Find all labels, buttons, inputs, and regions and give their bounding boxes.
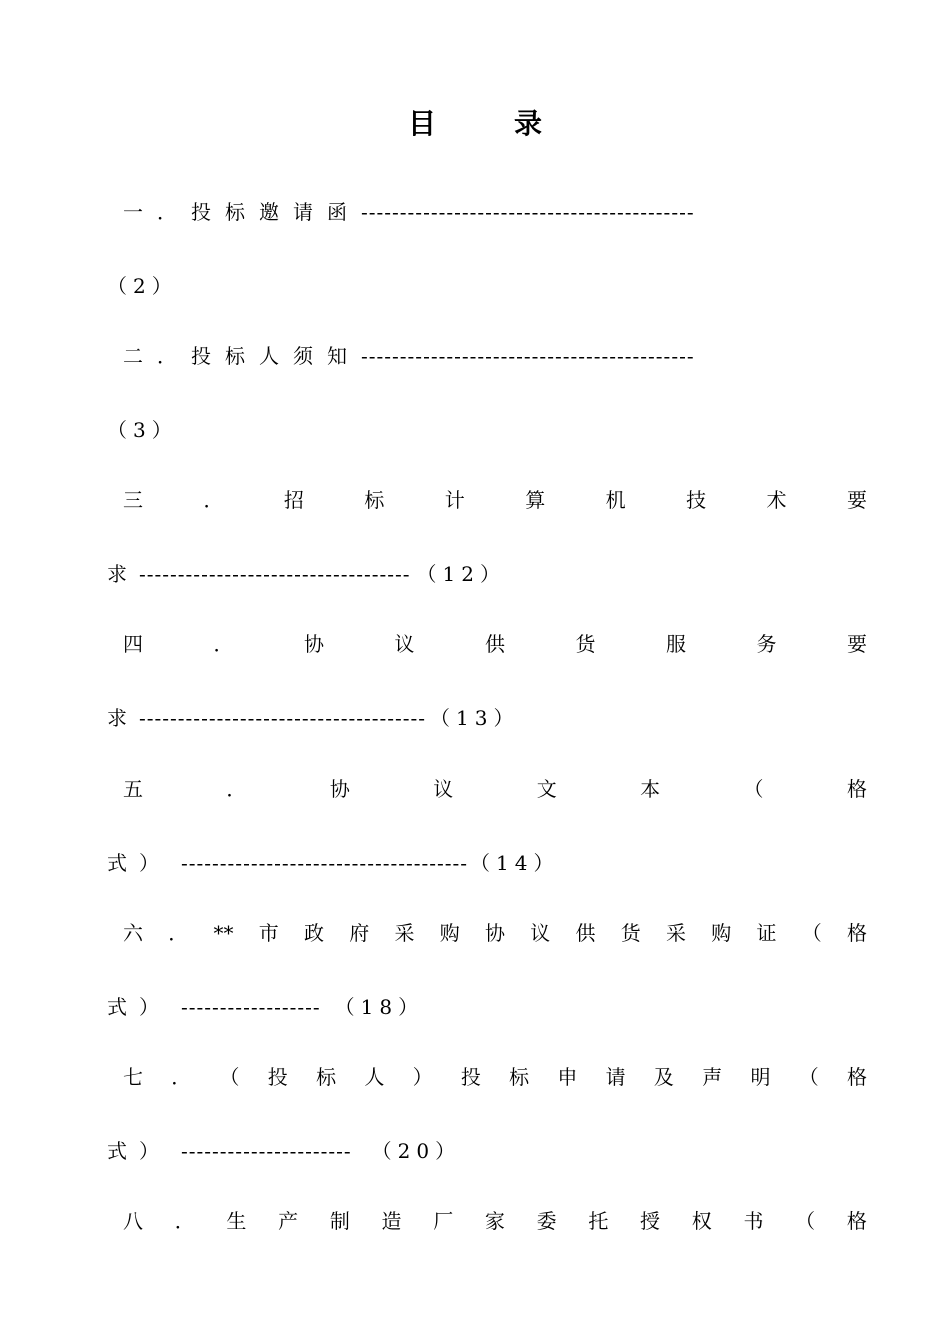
toc-char: 协 [485, 921, 505, 945]
toc-char: 议 [394, 632, 415, 656]
toc-char: 证 [756, 921, 777, 945]
toc-char: 购 [711, 921, 732, 945]
toc-char: 六 [123, 921, 143, 945]
toc-char: 投 [267, 1065, 288, 1089]
toc-entry-page: （14） [470, 851, 560, 875]
toc-char: ． [226, 777, 247, 801]
toc-char: 委 [536, 1209, 557, 1233]
toc-entry-6-cont [107, 992, 867, 1022]
title-char: 目 [407, 107, 436, 140]
toc-char: 服 [666, 632, 686, 656]
toc-entry-7-cont [107, 1136, 867, 1166]
toc-entry-tail: 求 [107, 706, 127, 730]
toc-char: 要 [846, 488, 867, 512]
toc-entry-5-cont [107, 848, 867, 878]
toc-char: （ [743, 777, 764, 801]
toc-char: ． [203, 488, 224, 512]
toc-char: ． [213, 632, 234, 656]
toc-char: 请 [605, 1065, 626, 1089]
toc-leader-dashes: ------------------------------------- [181, 851, 469, 875]
toc-entry-page: （18） [334, 995, 425, 1019]
toc-char: 授 [640, 1209, 661, 1233]
toc-char: 标 [364, 488, 385, 512]
toc-char: 政 [304, 921, 324, 945]
toc-entry-8 [107, 1206, 867, 1236]
toc-char: 议 [433, 777, 454, 801]
toc-entry-label: 一．投标邀请函 [123, 200, 361, 224]
toc-char: 本 [640, 777, 661, 801]
toc-char: 术 [766, 488, 787, 512]
toc-char: 务 [756, 632, 777, 656]
page-title [0, 104, 950, 144]
toc-entry-1 [107, 197, 867, 227]
toc-char: 标 [316, 1065, 337, 1089]
title-char: 录 [514, 107, 543, 140]
toc-char: 八 [123, 1209, 143, 1233]
toc-char: 货 [620, 921, 641, 945]
toc-entry-1-page: （2） [107, 274, 178, 298]
toc-entry-tail: 式） [107, 851, 171, 875]
toc-char: 格 [847, 921, 867, 945]
toc-char: 技 [686, 488, 707, 512]
toc-char: （ [798, 1065, 819, 1089]
toc-entry-2-page: （3） [107, 418, 178, 442]
toc-char: 生 [226, 1209, 247, 1233]
toc-entry-2 [107, 341, 867, 371]
toc-char: 三 [123, 488, 143, 512]
toc-leader-dashes: ------------------ [181, 995, 321, 1019]
toc-char: 四 [123, 632, 143, 656]
toc-leader-dashes: ------------------------------------------- [361, 344, 695, 368]
toc-char: ** [213, 921, 234, 945]
toc-entry-page: （12） [416, 562, 506, 586]
toc-char: 货 [575, 632, 596, 656]
toc-entry-page: （20） [371, 1139, 462, 1163]
toc-char: 计 [444, 488, 465, 512]
toc-char: 府 [349, 921, 370, 945]
toc-char: 文 [536, 777, 557, 801]
toc-char: 格 [846, 777, 867, 801]
toc-char: 书 [743, 1209, 764, 1233]
toc-char: 协 [329, 777, 350, 801]
toc-char: 五 [123, 777, 143, 801]
toc-char: 格 [846, 1065, 867, 1089]
toc-leader-dashes: ---------------------- [181, 1139, 352, 1163]
toc-char: 算 [525, 488, 546, 512]
toc-char: 声 [702, 1065, 723, 1089]
toc-char: 人 [364, 1065, 385, 1089]
toc-entry-7 [107, 1062, 867, 1092]
toc-entry-page: （13） [430, 706, 520, 730]
toc-char: 供 [485, 632, 505, 656]
toc-char: 造 [381, 1209, 402, 1233]
toc-char: ． [174, 1209, 195, 1233]
toc-entry-tail: 求 [107, 562, 127, 586]
toc-char: （ [801, 921, 822, 945]
toc-char: 采 [394, 921, 415, 945]
toc-entry-label: 二．投标人须知 [123, 344, 361, 368]
toc-char: 明 [750, 1065, 771, 1089]
toc-char: 产 [278, 1209, 299, 1233]
toc-entry-4 [107, 629, 867, 659]
toc-char: ． [168, 921, 189, 945]
toc-leader-dashes: ------------------------------------- [139, 706, 427, 730]
toc-entry-tail: 式） [107, 995, 171, 1019]
toc-leader-dashes: ----------------------------------- [139, 562, 411, 586]
toc-char: 采 [666, 921, 686, 945]
toc-char: （ [795, 1209, 816, 1233]
toc-char: 投 [460, 1065, 481, 1089]
toc-char: （ [219, 1065, 240, 1089]
toc-char: 厂 [433, 1209, 454, 1233]
toc-leader-dashes: ------------------------------------------- [361, 200, 695, 224]
toc-entry-tail: 式） [107, 1139, 171, 1163]
toc-char: 权 [691, 1209, 712, 1233]
toc-entry-6 [107, 918, 867, 948]
toc-entry-4-cont [107, 703, 867, 733]
toc-entry-5 [107, 774, 867, 804]
toc-char: 七 [123, 1065, 143, 1089]
toc-char: 议 [530, 921, 551, 945]
toc-char: 协 [304, 632, 324, 656]
toc-char: 家 [484, 1209, 505, 1233]
toc-entry-3 [107, 485, 867, 515]
toc-char: 制 [329, 1209, 350, 1233]
toc-char: 招 [283, 488, 304, 512]
toc-entry-3-cont [107, 559, 867, 589]
toc-char: 机 [605, 488, 626, 512]
toc-char: 托 [588, 1209, 609, 1233]
toc-char: 购 [439, 921, 460, 945]
toc-char: 市 [258, 921, 279, 945]
toc-char: 格 [846, 1209, 867, 1233]
toc-char: 申 [557, 1065, 578, 1089]
toc-char: ） [412, 1065, 433, 1089]
toc-char: ． [171, 1065, 192, 1089]
toc-char: 标 [509, 1065, 530, 1089]
toc-char: 要 [847, 632, 867, 656]
toc-char: 供 [575, 921, 596, 945]
toc-char: 及 [653, 1065, 674, 1089]
